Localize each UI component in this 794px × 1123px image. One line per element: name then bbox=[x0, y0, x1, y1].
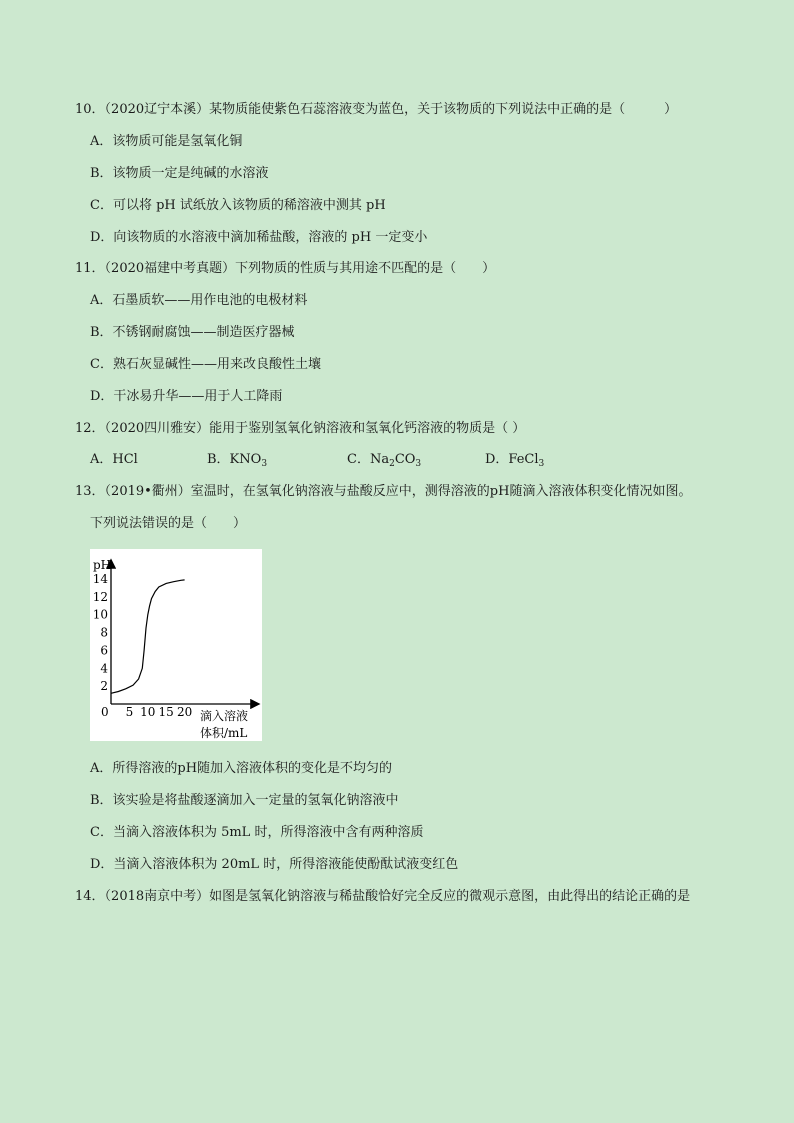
q11-option-a: A．石墨质软——用作电池的电极材料 bbox=[90, 293, 308, 308]
q11-option-c: C．熟石灰显碱性——用来改良酸性土壤 bbox=[90, 357, 321, 372]
q10-option-c: C．可以将 pH 试纸放入该物质的稀溶液中测其 pH bbox=[90, 198, 386, 213]
q11-option-b: B．不锈钢耐腐蚀——制造医疗器械 bbox=[90, 325, 295, 340]
q13-stem-line2: 下列说法错误的是（ ） bbox=[90, 516, 247, 531]
q11-stem: 11．（2020福建中考真题）下列物质的性质与其用途不匹配的是（ ） bbox=[75, 261, 496, 276]
y-tick-label-12: 12 bbox=[92, 589, 108, 604]
q14-stem: 14．（2018南京中考）如图是氢氧化钠溶液与稀盐酸恰好完全反应的微观示意图，由此得出的结论正确的是 bbox=[75, 889, 691, 904]
y-tick-labels bbox=[93, 572, 109, 693]
x-tick-label-20: 20 bbox=[176, 705, 193, 719]
q10-option-a: A．该物质可能是氢氧化铜 bbox=[90, 134, 243, 149]
y-tick-label-2: 2 bbox=[100, 679, 108, 694]
q10-option-b: B．该物质一定是纯碱的水溶液 bbox=[90, 166, 269, 181]
q13-option-a: A．所得溶液的pH随加入溶液体积的变化是不均匀的 bbox=[90, 761, 393, 776]
q13-option-c: C．当滴入溶液体积为 5mL 时，所得溶液中含有两种溶质 bbox=[90, 825, 424, 840]
y-axis-label: pH bbox=[93, 558, 112, 572]
q12-option-d: D．FeCl$_3$ bbox=[485, 452, 545, 469]
x-axis-origin: 0 bbox=[101, 705, 109, 719]
q12-option-a: A．HCl bbox=[90, 452, 138, 467]
q12-stem: 12．（2020四川雅安）能用于鉴别氢氧化钠溶液和氢氧化钙溶液的物质是（ ） bbox=[75, 421, 526, 436]
q10-option-d: D．向该物质的水溶液中滴加稀盐酸，溶液的 pH 一定变小 bbox=[90, 230, 428, 245]
q13-option-d: D．当滴入溶液体积为 20mL 时，所得溶液能使酚酞试液变红色 bbox=[90, 857, 459, 872]
x-axis-label-line2: 体积/mL bbox=[200, 726, 248, 740]
y-tick-label-6: 6 bbox=[100, 643, 108, 658]
q12-options bbox=[90, 452, 690, 470]
q10-stem: 10．（2020辽宁本溪）某物质能使紫色石蕊溶液变为蓝色，关于该物质的下列说法中正确的是（ ） bbox=[75, 102, 678, 117]
chart-svg bbox=[90, 549, 262, 741]
q12-option-c: C．$Na_2CO_3$ bbox=[347, 452, 422, 469]
x-tick-labels bbox=[126, 705, 193, 719]
y-tick-label-10: 10 bbox=[92, 607, 108, 622]
x-axis-label-line1: 滴入溶液 bbox=[200, 709, 249, 723]
q11-option-d: D．干冰易升华——用于人工降雨 bbox=[90, 389, 283, 404]
q13-stem-line1: 13．（2019•衢州）室温时，在氢氧化钠溶液与盐酸反应中，测得溶液的pH随滴入溶液体积变化情况如图。 bbox=[75, 484, 692, 499]
x-tick-label-5: 5 bbox=[125, 705, 134, 719]
q13-option-b: B．该实验是将盐酸逐滴加入一定量的氢氧化钠溶液中 bbox=[90, 793, 399, 808]
ph-curve bbox=[111, 580, 185, 693]
y-tick-label-8: 8 bbox=[100, 625, 108, 640]
x-tick-label-15: 15 bbox=[158, 705, 174, 719]
y-tick-label-14: 14 bbox=[92, 571, 108, 586]
y-tick-label-4: 4 bbox=[100, 661, 108, 676]
ph-titration-chart bbox=[90, 549, 262, 741]
x-tick-label-10: 10 bbox=[140, 705, 156, 719]
q12-option-b: B．$KNO_3$ bbox=[207, 452, 268, 469]
